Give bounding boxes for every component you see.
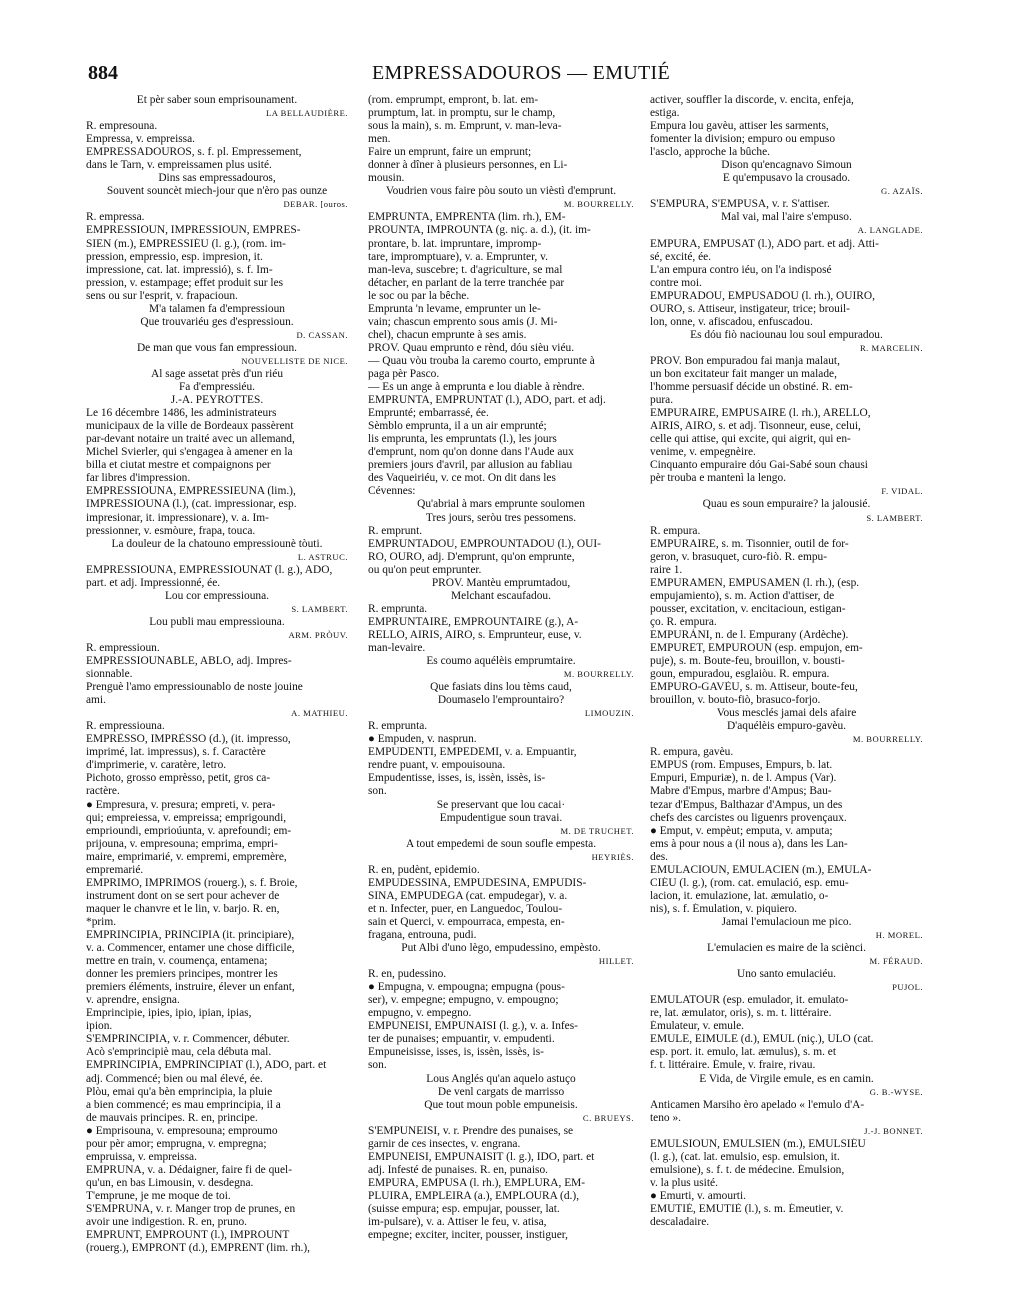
entry-text-line: son. (368, 1059, 387, 1072)
entry-text-line: — Es un ange à emprunta e lou diable à rèndre. (368, 381, 585, 394)
entry-text-line: EMULSIOUN, EMULSIEN (m.), EMULSIÉU (650, 1137, 866, 1150)
entry-text-line: prijouna, v. empresouna; emprima, empri- (86, 837, 278, 850)
text-column-1 (86, 94, 348, 1264)
entry-text-line: ami. (86, 694, 106, 707)
entry-text-line: lacion, it. emulazione, lat. æmulatio, o- (650, 889, 829, 902)
entry-text-line: empruissa, v. empreissa. (86, 1150, 197, 1163)
entry-text-line: brouillon, v. bouto-fiò, brasuco-forjo. (650, 694, 821, 707)
quotation-line: E Vida, de Virgile emule, es en camin. (699, 1072, 874, 1085)
attribution-line: F. VIDAL. (881, 486, 923, 497)
entry-text-line: v. la plus usité. (650, 1176, 718, 1189)
attribution-line: S. LAMBERT. (291, 603, 348, 614)
entry-text-line: (suisse empura; esp. empujar, pousser, lat. (368, 1202, 560, 1215)
quotation-line: Melchant escaufadou. (451, 589, 551, 602)
page-header (88, 62, 954, 90)
entry-text-line: EMPRESSIOUNA, EMPRESSIEUNA (lim.), (86, 485, 296, 498)
quotation-line: Dins sas empressadouros, (158, 172, 276, 185)
entry-text-line: vain; chascun emprento sous amis (J. Mi- (368, 315, 558, 328)
entry-text-line: tare, impromptuare), v. a. Emprunter, v. (368, 250, 548, 263)
entry-text-line: Empuri, Empuriæ), n. de l. Ampus (Var). (650, 772, 837, 785)
quotation-line: Empudentigue soun travai. (439, 811, 563, 824)
entry-text-line: paga pèr Pasco. (368, 367, 440, 380)
entry-text-line: EMULACIOUN, EMULACIEN (m.), EMULA- (650, 863, 872, 876)
entry-text-line: des Vaqueiriéu, v. ce mot. On dit dans les (368, 472, 556, 485)
entry-text-line: Pichoto, grosso emprèsso, petit, gros ca- (86, 772, 271, 785)
quotation-line: Jamai l'emulacioun me pico. (721, 915, 852, 928)
quotation-line: Dison qu'encagnavo Simoun (721, 159, 852, 172)
entry-text-line: EMULE, EIMULE (d.), EMUL (niç.), ULO (cat. (650, 1033, 874, 1046)
quotation-line: Uno santo emulaciéu. (736, 968, 836, 981)
attribution-line: G. B.-WYSE. (869, 1086, 923, 1097)
entry-text-line: men. (368, 133, 391, 146)
entry-text-line: qu'un, en bas Limousin, v. desdegna. (86, 1176, 254, 1189)
quotation-line: Mal vai, mal l'aire s'empuso. (721, 211, 852, 224)
entry-text-line: ● Emurti, v. amourti. (650, 1189, 746, 1202)
entry-text-line: im-pulsare), v. a. Attiser le feu, v. atisa, (368, 1216, 547, 1229)
entry-text-line: EMPRIMO, IMPRIMOS (rouerg.), s. f. Broie, (86, 876, 298, 889)
entry-text-line: R. empressiouna. (86, 720, 165, 733)
entry-text-line: Mabre d'Empus, marbre d'Ampus; Bau- (650, 785, 832, 798)
entry-text-line: emprioundi, emprioúunta, v. aprefoundi; em- (86, 824, 292, 837)
entry-text-line: estiga. (650, 107, 680, 120)
attribution-line: LA BELLAUDIÈRE. (266, 108, 348, 119)
entry-text-line: v. a. Commencer, entamer une chose difficile, (86, 942, 295, 955)
entry-text-line: esp. port. it. emulo, lat. æmulus), s. m. et (650, 1046, 837, 1059)
quotation-line: Se preservant que lou cacai· (436, 798, 566, 811)
entry-text-line: EMPURA, EMPUSA (l. rh.), EMPLURA, EM- (368, 1176, 586, 1189)
attribution-line: LIMOUZIN. (584, 708, 634, 719)
entry-text-line: Plòu, emai qu'a bèn emprincipia, la pluie (86, 1085, 273, 1098)
entry-text-line: far libres d'impression. (86, 472, 191, 485)
entry-text-line: Cinquanto empuraire dóu Gai-Sabé soun chausi (650, 459, 868, 472)
entry-text-line: garnir de ces insectes, v. engrana. (368, 1137, 521, 1150)
quotation-line: Vous mesclés jamai dels afaire (716, 707, 857, 720)
entry-text-line: PROV. Quau emprunto e rènd, dóu sièu viéu. (368, 341, 575, 354)
entry-text-line: ● Empugna, v. empougna; empugna (pous- (368, 981, 565, 994)
entry-text-line: adj. Infesté de punaises. R. en, punaiso. (368, 1163, 548, 1176)
entry-text-line: R. emprunta. (368, 602, 428, 615)
entry-text-line: OURO, s. Attiseur, instigateur, trice; brouil- (650, 302, 850, 315)
quotation-line: Put Albi d'uno lègo, empudessino, empèsto. (401, 942, 601, 955)
quotation-line: Que tout moun poble empuneisis. (424, 1098, 578, 1111)
entry-text-line: des. (650, 850, 669, 863)
entry-text-line: ● Emprisouna, v. empresouna; emproumo (86, 1124, 278, 1137)
entry-text-line: Anticamen Marsiho èro apelado « l'emulo d'A- (650, 1098, 865, 1111)
entry-text-line: chel), chacun emprunte à ses amis. (368, 328, 527, 341)
entry-text-line: RELLO, AIRIS, AIRO, s. Emprunteur, euse, v. (368, 628, 582, 641)
entry-text-line: le soc ou par la bêche. (368, 289, 470, 302)
entry-text-line: man-leva, suscebre; t. d'agriculture, se mal (368, 263, 563, 276)
entry-text-line: S'EMPRINCIPIA, v. r. Commencer, débuter. (86, 1033, 290, 1046)
entry-text-line: prumptum, lat. in promptu, sur le champ, (368, 107, 556, 120)
entry-text-line: Sèmblo emprunta, il a un air emprunté; (368, 420, 547, 433)
entry-text-line: L'an empura contro iéu, on l'a indisposé (650, 263, 832, 276)
attribution-line: M. FÉRAUD. (869, 956, 923, 967)
entry-text-line: empugno, v. empegno. (368, 1007, 472, 1020)
attribution-line: L. ASTRUC. (297, 551, 348, 562)
attribution-line: NOUVELLISTE DE NICE. (241, 355, 348, 366)
entry-text-line: EMPUNEISI, EMPUNAISIT (l. g.), IDO, part. et (368, 1150, 595, 1163)
entry-text-line: Michel Svierler, qui s'engagea à amener en la (86, 446, 293, 459)
entry-text-line: part. et adj. Impressionné, ée. (86, 576, 221, 589)
entry-text-line: imprimé, lat. impressus), s. f. Caractère (86, 746, 266, 759)
entry-text-line: ● Empuden, v. nasprun. (368, 733, 477, 746)
entry-text-line: pression, v. estampage; effet produit sur les (86, 276, 284, 289)
entry-text-line: EMPRESSADOUROS, s. f. pl. Empressement, (86, 146, 302, 159)
attribution-line: C. BRUEYS. (582, 1112, 634, 1123)
entry-text-line: Acò s'emprincipiè mau, cela débuta mal. (86, 1046, 272, 1059)
quotation-line: A tout empedemi de soun soufle empesta. (405, 837, 597, 850)
attribution-line: M. BOURRELLY. (852, 734, 923, 745)
entry-text-line: activer, souffler la discorde, v. encita, enfeja, (650, 94, 854, 106)
entry-text-line: municipaux de la ville de Bordeaux passèrent (86, 420, 294, 433)
entry-text-line: S'EMPURA, S'EMPUSA, v. r. S'attiser. (650, 198, 830, 211)
entry-text-line: premiers éléments, instruire, élever un enfant, (86, 981, 295, 994)
entry-text-line: EMPURO-GAVÈU, s. m. Attiseur, boute-feu, (650, 681, 858, 694)
entry-text-line: ço. R. empura. (650, 615, 717, 628)
entry-text-line: EMPURAIRE, s. m. Tisonnier, outil de for- (650, 537, 849, 550)
quotation-line: Es dóu fiò naciounau lou soul empuradou. (690, 328, 883, 341)
entry-text-line: Faire un emprunt, faire un emprunt; (368, 146, 532, 159)
quotation-line: Lou publi mau empressiouna. (149, 615, 285, 628)
entry-text-line: Émulateur, v. emule. (650, 1020, 745, 1033)
entry-text-line: lis emprunta, les empruntats (l.), les jours (368, 433, 557, 446)
entry-text-line: donner à dîner à plusieurs personnes, en Li- (368, 159, 568, 172)
entry-text-line: impressione, cat. lat. impressió), s. f. Im- (86, 263, 273, 276)
quotation-line: Quau es soun empuraire? la jalousié. (702, 498, 871, 511)
entry-text-line: venime, v. empegnèire. (650, 446, 756, 459)
entry-text-line: EMPRUNTA, EMPRUNTAT (l.), ADO, part. et adj. (368, 394, 606, 407)
entry-text-line: EMPURET, EMPUROUN (esp. empujon, em- (650, 641, 863, 654)
quotation-line: Doumaselo l'emprountairo? (437, 694, 565, 707)
entry-text-line: sous la main), s. m. Emprunt, v. man-leva- (368, 120, 562, 133)
attribution-line: S. LAMBERT. (866, 512, 923, 523)
entry-text-line: SIEN (m.), EMPRESSIÉU (l. g.), (rom. im- (86, 237, 286, 250)
quotation-line: Et pèr saber soun emprisounament. (136, 94, 298, 106)
quotation-line: Que trouvariéu ges d'espressioun. (140, 315, 294, 328)
attribution-line: PUJOL. (892, 982, 923, 993)
entry-text-line: EMPRESSIOUNA, EMPRESSIOUNAT (l. g.), ADO, (86, 563, 333, 576)
entry-text-line: maquer le chanvre et le lin, v. barjo. R. en, (86, 902, 280, 915)
entry-text-line: R. en, pudènt, epidemio. (368, 863, 480, 876)
attribution-line: R. MARCELIN. (859, 342, 923, 353)
entry-text-line: (rom. emprumpt, empront, b. lat. em- (368, 94, 539, 106)
quotation-line: L'emulacien es maire de la sciènci. (707, 942, 866, 955)
entry-text-line: S'EMPRUNA, v. r. Manger trop de prunes, en (86, 1202, 296, 1215)
entry-text-line: d'imprimerie, v. caratère, letro. (86, 759, 227, 772)
entry-text-line: Empuneisisse, isses, is, issèn, issès, is- (368, 1046, 544, 1059)
entry-text-line: Empudentisse, isses, is, issèn, issès, is- (368, 772, 546, 785)
entry-text-line: EMPRÈSSO, IMPRÈSSO (d.), (it. impresso, (86, 733, 291, 746)
entry-text-line: EMPRINCIPIA, EMPRINCIPIAT (l.), ADO, part. et (86, 1059, 327, 1072)
entry-text-line: l'asclo, approche la bûche. (650, 146, 771, 159)
entry-text-line: R. empura. (650, 524, 701, 537)
entry-text-line: donner les premiers principes, montrer les (86, 968, 278, 981)
entry-text-line: R. en, pudessino. (368, 968, 447, 981)
entry-text-line: impresionar, it. impressionare), v. a. Im- (86, 511, 269, 524)
entry-text-line: pèr trouba e mantenì la lengo. (650, 472, 787, 485)
entry-text-line: (rouerg.), EMPRONT (d.), EMPRENT (lim. rh.), (86, 1242, 311, 1255)
entry-text-line: Prenguè l'amo empressiounablo de noste jouine (86, 681, 303, 694)
entry-text-line: EMPUDESSINA, EMPUDESINA, EMPUDIS- (368, 876, 587, 889)
entry-text-line: mousin. (368, 172, 405, 185)
quotation-line: Tres jours, seròu tres pessomens. (425, 511, 577, 524)
entry-text-line: pression, empressio, esp. impresion, it. (86, 250, 263, 263)
entry-text-line: ractère. (86, 785, 120, 798)
entry-text-line: Empressa, v. empreissa. (86, 133, 196, 146)
entry-text-line: ● Empresura, v. presura; empreti, v. pera- (86, 798, 276, 811)
attribution-line: M. BOURRELLY. (563, 669, 634, 680)
entry-text-line: Empura lou gavèu, attiser les sarments, (650, 120, 829, 133)
entry-text-line: R. emprunta. (368, 720, 428, 733)
quotation-line: E qu'empusavo la crousado. (722, 172, 851, 185)
entry-text-line: raire 1. (650, 563, 683, 576)
entry-text-line: PLUIRA, EMPLEIRA (a.), EMPLOURA (d.), (368, 1189, 580, 1202)
attribution-line: G. AZAÏS. (881, 186, 923, 197)
attribution-line: M. DE TRUCHET. (560, 825, 634, 836)
entry-text-line: EMPUS (rom. Empuses, Empurs, b. lat. (650, 759, 833, 772)
entry-text-line: f. t. littéraire. Émule, v. fraire, rivau. (650, 1059, 816, 1072)
entry-text-line: chefs des carcistes ou liguenrs provençaux. (650, 811, 847, 824)
running-title: EMPRESSADOUROS — EMUTIÉ (371, 62, 671, 84)
entry-text-line: EMPUNEISI, EMPUNAISI (l. g.), v. a. Infes- (368, 1020, 578, 1033)
entry-text-line: EMPURÀNI, n. de l. Empurany (Ardèche). (650, 628, 849, 641)
entry-text-line: ser), v. empegne; empugno, v. empougno; (368, 994, 559, 1007)
entry-text-line: l'homme persuasif décide un obstiné. R. em- (650, 381, 853, 394)
entry-text-line: fomenter la division; empuro ou empuso (650, 133, 836, 146)
entry-text-line: nis), s. f. Émulation, v. piquiero. (650, 902, 798, 915)
entry-text-line: *prim. (86, 915, 117, 928)
entry-text-line: qui; empreiessa, v. empreissa; emprigoundi, (86, 811, 287, 824)
quotation-line: Fa d'empressiéu. (178, 381, 256, 394)
entry-text-line: (l. g.), (cat. lat. emulsio, esp. emulsion, it. (650, 1150, 840, 1163)
entry-text-line: empremarié. (86, 863, 144, 876)
entry-text-line: T'emprune, je me moque de toi. (86, 1189, 231, 1202)
text-column-3 (650, 94, 923, 1264)
entry-text-line: détacher, en parlant de la terre tranchée par (368, 276, 565, 289)
entry-text-line: de mauvais principes. R. en, principe. (86, 1111, 258, 1124)
entry-text-line: tezar d'Empus, Balthazar d'Ampus, un des (650, 798, 843, 811)
attribution-line: A. MATHIEU. (291, 708, 348, 719)
entry-text-line: mettre en train, v. coumença, entamena; (86, 955, 268, 968)
entry-text-line: pressionner, v. esmòure, frapa, touca. (86, 524, 256, 537)
quotation-line: Que fasiats dins lou tèms caud, (430, 681, 572, 694)
entry-text-line: empegne; exciter, inciter, pousser, instiguer, (368, 1229, 568, 1242)
entry-text-line: EMUTIÉ, EMUTIÈ (l.), s. m. Émeutier, v. (650, 1202, 844, 1215)
entry-text-line: ipion. (86, 1020, 113, 1033)
entry-text-line: IMPRESSIOUNA (l.), (cat. impressionar, esp. (86, 498, 297, 511)
quotation-line: Voudrien vous faire pòu souto un vièstì d'emprunt. (385, 185, 617, 198)
entry-text-line: puje), s. m. Boute-feu, brouillon, v. bousti- (650, 655, 845, 668)
entry-text-line: man-levaire. (368, 641, 426, 654)
entry-text-line: EMPRUNT, EMPROUNT (l.), IMPROUNT (86, 1229, 290, 1242)
quotation-line: M'a talamen fa d'empressioun (148, 302, 285, 315)
entry-text-line: Cévennes: (368, 485, 416, 498)
entry-text-line: EMPRINCIPIA, PRINCIPIA (it. principiare), (86, 929, 295, 941)
text-column-2 (368, 94, 634, 1264)
entry-text-line: contre moi. (650, 276, 702, 289)
entry-text-line: — Quau vòu trouba la caremo courto, emprunte à (368, 354, 595, 367)
entry-text-line: EMPURAMEN, EMPUSAMEN (l. rh.), (esp. (650, 576, 860, 589)
entry-text-line: R. empresouna. (86, 120, 158, 133)
entry-text-line: pura. (650, 394, 674, 407)
entry-text-line: goun, empuradou, esglaiòu. R. empura. (650, 668, 830, 681)
entry-text-line: EMPRUNTADOU, EMPROUNTADOU (l.), OUI- (368, 537, 601, 550)
entry-text-line: ● Emput, v. empèut; emputa, v. amputa; (650, 824, 833, 837)
entry-text-line: premiers jours d'avril, par allusion au fabliau (368, 459, 573, 472)
entry-text-line: Emprincipie, ipies, ipio, ipian, ipias, (86, 1007, 252, 1020)
entry-text-line: maire, emprimarié, v. empremi, empremère, (86, 850, 287, 863)
quotation-line: Al sage assetat près d'un riéu (150, 367, 284, 380)
quotation-line: Lous Anglés qu'an aquelo astuço (426, 1072, 576, 1085)
entry-text-line: dans le Tarn, v. empreissamen plus usité. (86, 159, 272, 172)
entry-text-line: R. empura, gavèu. (650, 746, 734, 759)
entry-text-line: ems à pour nous a (il nous a), dans les Lan- (650, 837, 848, 850)
entry-text-line: EMULATOUR (esp. emulador, it. emulato- (650, 994, 849, 1007)
entry-text-line: re, lat. æmulator, oris), s. m. t. littéraire. (650, 1007, 832, 1020)
entry-text-line: pour pèr amor; emprugna, v. empregna; (86, 1137, 267, 1150)
entry-text-line: EMPRESSIOUNABLE, ABLO, adj. Impres- (86, 655, 292, 668)
entry-text-line: ter de punaises; empuantir, v. empudenti. (368, 1033, 555, 1046)
quotation-line: D'aquélèis empuro-gavèu. (726, 720, 847, 733)
quotation-line: PROV. Mantèu emprumtadou, (431, 576, 571, 589)
attribution-line: DEBAR. [ouros. (283, 199, 348, 210)
attribution-line: HILLET. (598, 956, 634, 967)
entry-text-line: v. aprendre, ensigna. (86, 994, 180, 1007)
entry-text-line: sionnable. (86, 668, 133, 681)
entry-text-line: SINA, EMPUDEGA (cat. empudegar), v. a. (368, 889, 568, 902)
entry-text-line: EMPRESSIOUN, IMPRESSIOUN, EMPRES- (86, 224, 301, 237)
entry-text-line: geron, v. brasuquet, curo-fiò. R. empu- (650, 550, 828, 563)
entry-text-line: EMPRUNTA, EMPRENTA (lim. rh.), EM- (368, 211, 566, 224)
quotation-line: Es coumo aquélèis emprumtaire. (426, 655, 576, 668)
entry-text-line: Emprunté; embarrassé, ée. (368, 407, 489, 420)
entry-text-line: adj. Commencé; bien ou mal élevé, ée. (86, 1072, 263, 1085)
entry-text-line: descaladaire. (650, 1216, 710, 1229)
entry-text-line: PROUNTA, IMPROUNTA (g. niç. a. d.), (it. im- (368, 224, 591, 237)
entry-text-line: et n. Infecter, puer, en Languedoc, Toulou- (368, 902, 563, 915)
quotation-line: De man que vous fan empressioun. (136, 341, 298, 354)
attribution-line: D. CASSAN. (296, 329, 348, 340)
attribution-line: A. LANGLADE. (857, 225, 923, 236)
entry-text-line: AIRIS, AIRO, s. et adj. Tisonneur, euse, celui, (650, 420, 861, 433)
entry-text-line: ou qu'on peut emprunter. (368, 563, 482, 576)
entry-text-line: lon, onne, v. afiscadou, enfuscadou. (650, 315, 813, 328)
entry-text-line: RO, OURO, adj. D'emprunt, qu'on emprunte, (368, 550, 575, 563)
entry-text-line: pousser, excitation, v. encitacioun, estigan- (650, 602, 846, 615)
entry-text-line: rendre puant, v. empouisouna. (368, 759, 506, 772)
attribution-line: M. BOURRELLY. (563, 199, 634, 210)
entry-text-line: R. emprunt. (368, 524, 423, 537)
entry-text-line: teno ». (650, 1111, 682, 1124)
entry-text-line: EMPURADOU, EMPUSADOU (l. rh.), OUIRO, (650, 289, 875, 302)
entry-text-line: S'EMPUNEISI, v. r. Prendre des punaises, se (368, 1124, 574, 1137)
entry-text-line: EMPUDENTI, EMPEDEMI, v. a. Empuantir, (368, 746, 577, 759)
entry-text-line: emulsione), s. f. t. de médecine. Émulsion, (650, 1163, 845, 1176)
quotation-line: De venl cargats de marrisso (437, 1085, 565, 1098)
entry-text-line: fragana, entrouna, pudi. (368, 929, 477, 941)
quotation-line: Lou cor empressiouna. (164, 589, 270, 602)
entry-text-line: avoir une indigestion. R. en, pruno. (86, 1216, 248, 1229)
entry-text-line: R. empressioun. (86, 641, 160, 654)
entry-text-line: d'emprunt, nom qu'on donne dans l'Aude aux (368, 446, 574, 459)
entry-text-line: sain et Querci, v. empourraca, empesta, en- (368, 915, 565, 928)
entry-text-line: Emprunta 'n levame, emprunter un le- (368, 302, 541, 315)
entry-text-line: celle qui attise, qui excite, qui aigrit, qui en- (650, 433, 851, 446)
entry-text-line: a bien commencé; es mau emprincipia, il a (86, 1098, 281, 1111)
entry-text-line: PROV. Bon empuradou fai manja malaut, (650, 354, 840, 367)
attribution-line: H. MOREL. (875, 930, 923, 940)
page-number: 884 (88, 62, 118, 84)
quotation-line: La douleur de la chatouno empressiounè tòuti. (111, 537, 323, 550)
entry-text-line: empujamiento), s. m. Action d'attiser, de (650, 589, 835, 602)
entry-text-line: Le 16 décembre 1486, les administrateurs (86, 407, 277, 420)
entry-text-line: R. empressa. (86, 211, 145, 224)
quotation-line: Qu'abrial à mars emprunte soulomen (417, 498, 585, 511)
entry-text-line: par-devant notaire un traité avec un allemand, (86, 433, 295, 446)
quotation-line: Souvent souncèt miech-jour que n'èro pas ounze (106, 185, 328, 198)
attribution-line: HEYRIÈS. (591, 851, 634, 862)
attribution-line: J.-A. PEYROTTES. (170, 394, 264, 407)
entry-text-line: instrument dont on se sert pour achever de (86, 889, 280, 902)
attribution-line: J.-J. BONNET. (864, 1125, 923, 1136)
entry-text-line: son. (368, 785, 387, 798)
entry-text-line: CIÉU (l. g.), (rom. cat. emulació, esp. emu- (650, 876, 849, 889)
entry-text-line: sens ou sur l'esprit, v. frapacioun. (86, 289, 238, 302)
entry-text-line: prontare, b. lat. impruntare, impromp- (368, 237, 542, 250)
entry-text-line: sé, excité, ée. (650, 250, 712, 263)
entry-text-line: un bon excitateur fait manger un malade, (650, 367, 837, 380)
entry-text-line: EMPRUNTAIRE, EMPROUNTAIRE (g.), A- (368, 615, 579, 628)
attribution-line: ARM. PRÒUV. (288, 629, 348, 640)
entry-text-line: billa et ciutat mestre et compaignons per (86, 459, 271, 472)
entry-text-line: EMPURAIRE, EMPUSAIRE (l. rh.), ARELLO, (650, 407, 871, 420)
entry-text-line: EMPURA, EMPUSAT (l.), ADO part. et adj. Atti- (650, 237, 879, 250)
entry-text-line: EMPRUNA, v. a. Dédaigner, faire fi de quel- (86, 1163, 292, 1176)
